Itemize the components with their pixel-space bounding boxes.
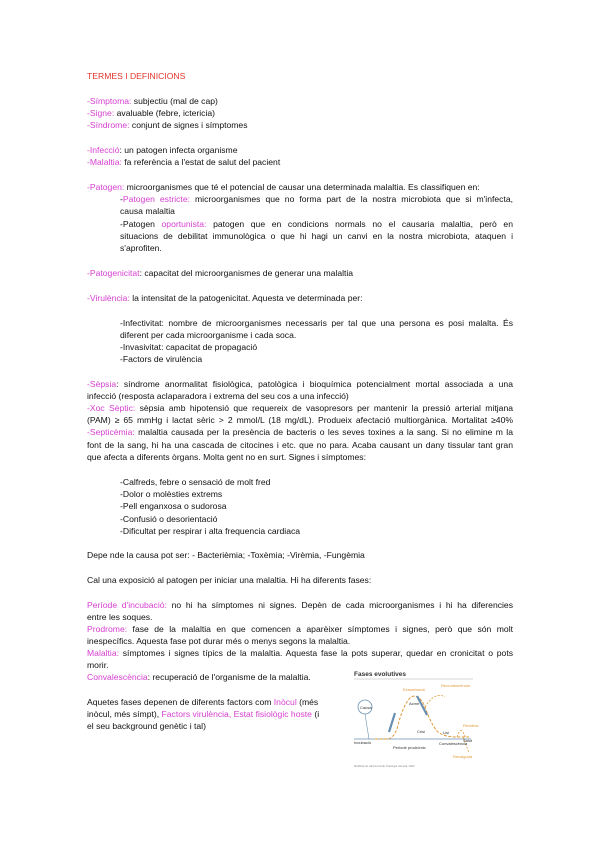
paragraph-aquetes-cont2: el seu background genètic i tal) [87,721,206,731]
term-label: Patogen estricte: [122,194,190,204]
term-definition: : síndrome anormalitat fisiològica, patològica i bioquímica potencialment mortal associada a una [116,379,513,389]
paragraph-cal: Cal una exposició al patogen per iniciar una malaltia. Hi ha diferents fases: [87,575,372,585]
phase-definition: símptomes i signes típics de la malaltia. Aquesta fase la pots superar, quedar en cronicitat o pots [119,648,513,658]
label-recidiva: Recidiva [463,723,479,728]
label-crisi: Crisi [417,729,425,734]
dash: - [120,194,123,204]
symptom-item: -Dolor o molèsties extrems [120,489,223,499]
subterm-oportunista [120,219,513,230]
term-label: -Septicèmia: [87,427,135,437]
label-recaiguda: Recaiguda [453,754,473,759]
label-periode-prodromic: Periode prodròmic [393,745,426,750]
text: Aquetes fases depenen de diferents factors com [87,697,274,707]
label-lisi: Lisi [443,730,450,735]
page-title: TERMES I DEFINICIONS [87,71,186,81]
highlight: Factors virulència, Estat fisiològic hoste [161,709,312,719]
term-septicemia-cont2: que afecta a diferents òrgans. Molta gent no en surt. Signes i símptomes: [87,452,366,462]
term-signe [87,108,215,119]
list-item-infectivitat-cont: diferent per cada microorganisme i cada soca. [120,330,297,340]
label-incubacio: Incubació [354,740,372,745]
term-definition: microorganismes que té el potencial de causar una determinada malaltia. Es classifiquen en: [124,182,480,192]
recidiva-curve [457,731,465,738]
term-definition: fa referència a l'estat de salut del pacient [121,157,281,167]
term-label: -Síndrome: [87,120,130,130]
list-item-invasivitat: -Invasivitat: capacitat de propagació [120,342,258,352]
term-definition: : capacitat del microorganismes de generar una malaltia [139,268,354,278]
phase-label: Període d'incubació: [87,600,167,610]
phase-prodrome [87,624,513,635]
term-simptoma [87,96,218,107]
term-definition: la intensitat de la patogenicitat. Aquesta ve determinada per: [129,293,363,303]
phase-label: Malaltia: [87,648,119,658]
term-xoc [87,403,513,414]
label-salut: Salut [463,738,473,743]
paragraph-aquetes-cont [87,709,319,720]
subterm-estricte-cont: causa malaltia [120,206,175,216]
term-definition: subjectiu (mal de cap) [131,96,218,106]
term-definition: conjunt de signes i símptomes [129,120,248,130]
list-item-factors: -Factors de virulència [120,354,203,364]
highlight: Inòcul [273,697,297,707]
term-xoc-cont: (PAM) ≥ 65 mmHg i lactat sèric > 2 mmol/L (18 mg/dL). Produeix afectació multiorgànica. Mortalitat ≥40% [87,415,513,425]
subterm-oportunista-cont: situacions de debilitat immunològica o que hi hagi un canvi en la nostra microbiota, ataquen i [120,231,513,241]
term-label: -Patogen: [87,182,125,192]
term-septicemia [87,427,513,438]
term-patogenicitat [87,268,353,279]
term-sepsia-cont: infecció (resposta aclaparadora i extrema del seu cos a una infecció) [87,391,349,401]
term-definition: : un patogen infecta organisme [119,145,238,155]
label-causa: Causa [360,705,372,710]
term-label: -Patogenicitat [87,268,140,278]
term-definition: malaltia causada per la presència de bacteris o les seves toxines a la sang. Si no elimine m la [134,427,513,437]
paragraph-aquetes [87,697,318,708]
recrudescence-curve [425,695,445,707]
label-exacerbacio: Exacerbació [403,687,426,692]
arrow-icon [389,713,395,732]
symptom-item: -Pell enganxosa o sudorosa [120,501,227,511]
phase-prodrome-cont: inespecífics. Aquesta fase pot durar més o menys segons la malaltia. [87,636,351,646]
symptom-item: -Dificultat per respirar i alta frequencia cardiaca [120,526,301,536]
phase-malaltia [87,648,513,659]
text: (més [296,697,319,707]
phase-periode-cont: entre les soques. [87,612,153,622]
phases-diagram [353,669,479,771]
phase-periode [87,600,513,611]
phase-definition: fase de la malaltia en que comencen a aparèixer símptomes i signes, però que són molt [127,624,513,634]
list-item-infectivitat: -Infectivitat: nombre de microorganismes necessaris per tal que una persona es posi malalta. És [120,318,513,328]
term-prefix: -Patogen [120,219,162,229]
term-label: -Virulència: [87,293,130,303]
term-septicemia-cont: font de la sang, hi ha una cascada de citocines i etc. que no para. Acaba causant un dany tissular tant gran [87,440,513,450]
phase-label: Convalescència [87,672,148,682]
term-label: -Malaltia: [87,157,122,167]
paragraph-depen: Depe nde la causa pot ser: - Bacterièmia; -Toxèmia; -Virèmia, -Fungèmia [87,550,365,560]
term-definition: sèpsia amb hipotensió que requereix de vasopresors per mantenir la pressió arterial mitjana [135,403,513,413]
term-patogen [87,182,480,193]
term-definition: microorganismes que no forma part de la nostra microbiota que si m'infecta, [190,194,514,204]
term-definition: patogen que en condicions normals no el causaria malaltia, però en [206,219,513,229]
figure-credit: Modificat de García-Conde. Patologia General. 2003 [354,765,415,768]
subterm-oportunista-cont2: s'aprofiten. [120,243,162,253]
text: inòcul, més símpt), [87,709,162,719]
phase-convalescencia [87,672,311,683]
text: (i [311,709,320,719]
term-label: -Sèpsia [87,379,117,389]
label-recrudescencia: Recrudescència [441,683,470,688]
label-convalescencia: Convalescència [439,741,468,746]
symptom-item: -Confusió o desorientació [120,514,218,524]
figure-title: Fases evolutives [354,671,407,678]
label-acme: Acme [409,701,420,706]
subterm-estricte [120,194,513,205]
phase-definition: : recuperació de l'organisme de la malaltia. [147,672,311,682]
term-label: oportunista: [161,219,207,229]
term-label: -Símptoma: [87,96,132,106]
term-label: -Signe: [87,108,115,118]
causa-line [365,714,369,739]
term-infeccio [87,145,238,156]
term-sindrome [87,120,248,131]
phase-definition: no hi ha símptomes ni signes. Depèn de cada microorganismes i hi ha diferencies [166,600,514,610]
term-virulencia [87,293,363,304]
phase-malaltia-cont: morir. [87,660,109,670]
term-sepsia [87,379,513,390]
phase-label: Prodrome: [87,624,128,634]
term-malaltia [87,157,280,168]
term-label: -Infecció [87,145,120,155]
symptom-item: -Calfreds, febre o sensació de molt fred [120,477,271,487]
term-label: -Xoc Sèptic: [87,403,136,413]
term-definition: avaluable (febre, ictericia) [114,108,216,118]
